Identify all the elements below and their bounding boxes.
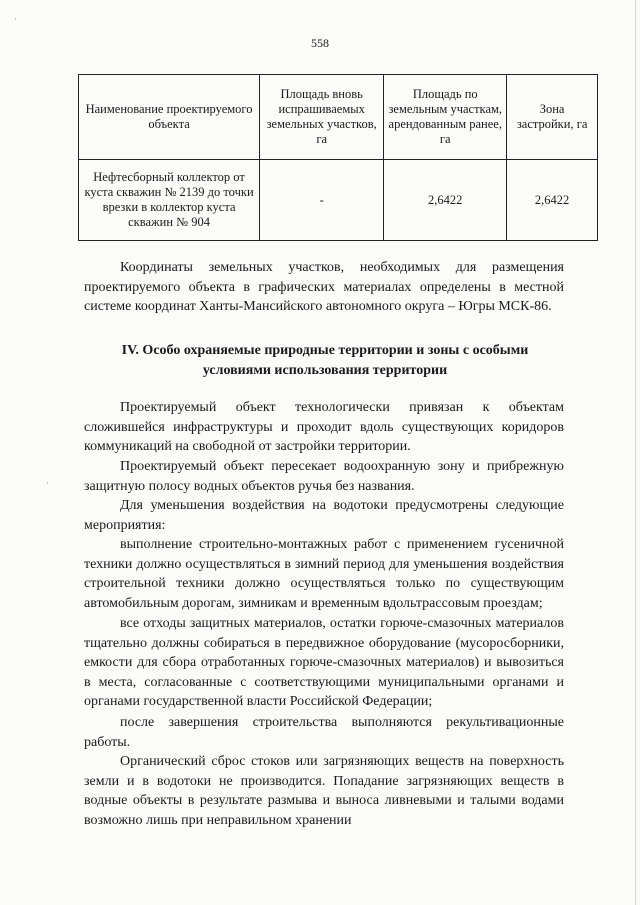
header-rented-area: Площадь по земельным участкам, арендованным ранее, га bbox=[384, 75, 507, 160]
cell-new-area: - bbox=[260, 160, 384, 241]
paragraph: Проектируемый объект пересекает водоохранную зону и прибрежную защитную полосу водных объектов ручья без названия. bbox=[84, 459, 564, 494]
paragraph: все отходы защитных материалов, остатки горюче-смазочных материалов тщательно должны собираться в передвижное оборудование (мусоросборники, емкости для сбора отработанных горюче-смазочных материалов) и вывозиться в места, согласованные с соответствующими муниципальными органами и органами государственной власти Российской Федерации; bbox=[84, 616, 564, 710]
paragraph: Проектируемый объект технологически привязан к объектам сложившейся инфраструктуры и проходит вдоль существующих коридоров коммуникаций на свободной от застройки территории. bbox=[84, 400, 564, 455]
coordinates-paragraph: Координаты земельных участков, необходимых для размещения проектируемого объекта в графических материалах определены в местной системе координат Ханты-Мансийского автономного округа – Югры МСК-86. bbox=[84, 260, 564, 315]
land-area-table bbox=[78, 74, 598, 241]
cell-rented-area: 2,6422 bbox=[384, 160, 507, 241]
cell-object-name: Нефтесборный коллектор от куста скважин № 2139 до точки врезки в коллектор куста скважин № 904 bbox=[79, 160, 260, 241]
section-title: IV. Особо охраняемые природные территории и зоны с особыми условиями использования территории bbox=[121, 343, 529, 378]
paragraph: Для уменьшения воздействия на водотоки предусмотрены следующие мероприятия: bbox=[84, 498, 564, 533]
table-header-row bbox=[79, 75, 598, 160]
header-construction-zone: Зона застройки, га bbox=[507, 75, 598, 160]
page-number: 558 bbox=[311, 36, 329, 50]
scan-mark: · bbox=[46, 478, 49, 488]
paragraph: после завершения строительства выполняются рекультивационные работы. bbox=[84, 715, 564, 750]
scan-edge-line bbox=[635, 0, 636, 905]
table-row bbox=[79, 160, 598, 241]
header-new-area: Площадь вновь испрашиваемых земельных участков, га bbox=[260, 75, 384, 160]
scan-mark: · bbox=[14, 14, 17, 24]
cell-construction-zone: 2,6422 bbox=[507, 160, 598, 241]
paragraph: выполнение строительно-монтажных работ с применением гусеничной техники должно осуществляться в зимний период для уменьшения воздействия строительной техники должно осуществляться только по существующим автомобильным дорогам, зимникам и временным вдольтрассовым проездам; bbox=[84, 537, 564, 611]
header-object-name: Наименование проектируемого объекта bbox=[79, 75, 260, 160]
paragraph: Органический сброс стоков или загрязняющих веществ на поверхность земли и в водотоки не производится. Попадание загрязняющих веществ в водные объекты в результате размыва и выноса ливневыми и талыми водами возможно лишь при неправильном хранении bbox=[84, 754, 564, 828]
